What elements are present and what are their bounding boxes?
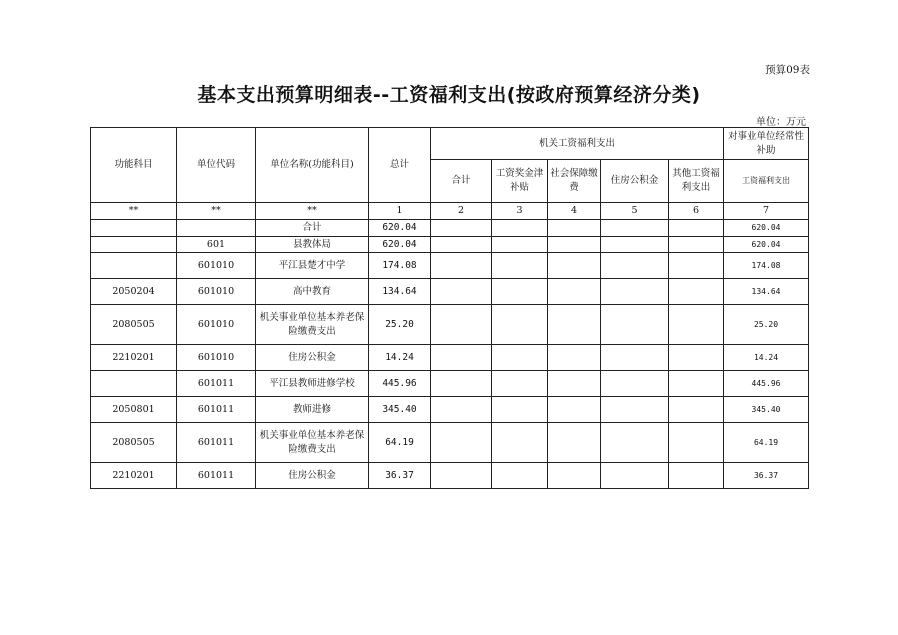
cell-unit-code bbox=[177, 219, 256, 236]
header-housing-fund: 住房公积金 bbox=[601, 160, 669, 203]
cell-org-subtotal bbox=[431, 305, 492, 345]
header-row bbox=[91, 128, 809, 160]
cell-salary-bonus bbox=[492, 219, 548, 236]
budget-table bbox=[90, 127, 809, 489]
cell-salary-bonus bbox=[492, 423, 548, 463]
cell-salary-bonus bbox=[492, 463, 548, 489]
cell-social-security bbox=[548, 236, 601, 253]
table-row bbox=[91, 463, 809, 489]
cell-other-salary bbox=[669, 463, 724, 489]
page-title: 基本支出预算明细表--工资福利支出(按政府预算经济分类) bbox=[197, 84, 701, 106]
cell-other-salary bbox=[669, 253, 724, 279]
cell-housing-fund bbox=[601, 423, 669, 463]
cell-func-subject bbox=[91, 236, 177, 253]
cell-salary-bonus bbox=[492, 236, 548, 253]
cell-housing-fund bbox=[601, 463, 669, 489]
cell-salary-welfare: 174.08 bbox=[724, 253, 809, 279]
index-cell: 7 bbox=[724, 203, 809, 220]
cell-social-security bbox=[548, 371, 601, 397]
index-cell: 1 bbox=[369, 203, 431, 220]
cell-housing-fund bbox=[601, 345, 669, 371]
cell-total: 134.64 bbox=[369, 279, 431, 305]
cell-social-security bbox=[548, 463, 601, 489]
cell-salary-bonus bbox=[492, 345, 548, 371]
cell-salary-welfare: 345.40 bbox=[724, 397, 809, 423]
cell-total: 445.96 bbox=[369, 371, 431, 397]
cell-func-subject bbox=[91, 253, 177, 279]
cell-salary-bonus bbox=[492, 253, 548, 279]
cell-unit-code: 601010 bbox=[177, 345, 256, 371]
table-row bbox=[91, 279, 809, 305]
header-sub-total: 合计 bbox=[431, 160, 492, 203]
cell-unit-name: 平江县楚才中学 bbox=[256, 253, 369, 279]
cell-salary-welfare: 64.19 bbox=[724, 423, 809, 463]
cell-other-salary bbox=[669, 345, 724, 371]
cell-unit-code: 601010 bbox=[177, 305, 256, 345]
cell-social-security bbox=[548, 397, 601, 423]
header-org-salary-group: 机关工资福利支出 bbox=[431, 128, 724, 160]
unit-label: 单位：万元 bbox=[756, 117, 806, 128]
cell-social-security bbox=[548, 345, 601, 371]
cell-salary-welfare: 134.64 bbox=[724, 279, 809, 305]
cell-housing-fund bbox=[601, 305, 669, 345]
cell-unit-code: 601011 bbox=[177, 371, 256, 397]
cell-social-security bbox=[548, 219, 601, 236]
cell-org-subtotal bbox=[431, 371, 492, 397]
table-row bbox=[91, 219, 809, 236]
cell-salary-welfare: 36.37 bbox=[724, 463, 809, 489]
cell-total: 14.24 bbox=[369, 345, 431, 371]
index-cell: 3 bbox=[492, 203, 548, 220]
header-salary-welfare: 工资福利支出 bbox=[724, 160, 809, 203]
cell-housing-fund bbox=[601, 397, 669, 423]
index-cell: 5 bbox=[601, 203, 669, 220]
cell-salary-welfare: 445.96 bbox=[724, 371, 809, 397]
cell-func-subject bbox=[91, 371, 177, 397]
cell-unit-code: 601010 bbox=[177, 253, 256, 279]
cell-func-subject: 2050204 bbox=[91, 279, 177, 305]
header-subsidy-group: 对事业单位经常性补助 bbox=[724, 128, 809, 160]
cell-unit-name: 机关事业单位基本养老保险缴费支出 bbox=[256, 423, 369, 463]
cell-other-salary bbox=[669, 371, 724, 397]
cell-func-subject: 2080505 bbox=[91, 423, 177, 463]
cell-other-salary bbox=[669, 305, 724, 345]
table-row bbox=[91, 236, 809, 253]
cell-housing-fund bbox=[601, 253, 669, 279]
cell-org-subtotal bbox=[431, 397, 492, 423]
cell-salary-bonus bbox=[492, 279, 548, 305]
cell-salary-welfare: 14.24 bbox=[724, 345, 809, 371]
cell-org-subtotal bbox=[431, 219, 492, 236]
cell-total: 345.40 bbox=[369, 397, 431, 423]
cell-total: 174.08 bbox=[369, 253, 431, 279]
cell-org-subtotal bbox=[431, 253, 492, 279]
cell-housing-fund bbox=[601, 279, 669, 305]
cell-other-salary bbox=[669, 279, 724, 305]
table-row bbox=[91, 305, 809, 345]
cell-unit-name: 县教体局 bbox=[256, 236, 369, 253]
cell-unit-code: 601011 bbox=[177, 397, 256, 423]
cell-org-subtotal bbox=[431, 345, 492, 371]
cell-social-security bbox=[548, 253, 601, 279]
cell-salary-welfare: 620.04 bbox=[724, 219, 809, 236]
index-cell: ** bbox=[256, 203, 369, 220]
cell-other-salary bbox=[669, 219, 724, 236]
cell-func-subject: 2210201 bbox=[91, 463, 177, 489]
cell-unit-code: 601011 bbox=[177, 463, 256, 489]
cell-other-salary bbox=[669, 236, 724, 253]
cell-total: 36.37 bbox=[369, 463, 431, 489]
cell-salary-bonus bbox=[492, 305, 548, 345]
cell-unit-name: 平江县教师进修学校 bbox=[256, 371, 369, 397]
cell-unit-name: 住房公积金 bbox=[256, 345, 369, 371]
cell-unit-code: 601 bbox=[177, 236, 256, 253]
index-cell: ** bbox=[177, 203, 256, 220]
cell-unit-name: 高中教育 bbox=[256, 279, 369, 305]
cell-total: 620.04 bbox=[369, 219, 431, 236]
header-other-salary: 其他工资福利支出 bbox=[669, 160, 724, 203]
cell-unit-name: 教师进修 bbox=[256, 397, 369, 423]
cell-salary-bonus bbox=[492, 371, 548, 397]
index-cell: 4 bbox=[548, 203, 601, 220]
header-social-security: 社会保障缴费 bbox=[548, 160, 601, 203]
header-unit-name: 单位名称(功能科目) bbox=[256, 128, 369, 203]
table-row bbox=[91, 371, 809, 397]
table-row bbox=[91, 253, 809, 279]
cell-func-subject: 2210201 bbox=[91, 345, 177, 371]
index-cell: 2 bbox=[431, 203, 492, 220]
cell-org-subtotal bbox=[431, 279, 492, 305]
cell-housing-fund bbox=[601, 371, 669, 397]
cell-unit-name: 机关事业单位基本养老保险缴费支出 bbox=[256, 305, 369, 345]
cell-func-subject: 2050801 bbox=[91, 397, 177, 423]
index-row bbox=[91, 203, 809, 220]
cell-salary-bonus bbox=[492, 397, 548, 423]
index-cell: ** bbox=[91, 203, 177, 220]
cell-total: 620.04 bbox=[369, 236, 431, 253]
cell-org-subtotal bbox=[431, 423, 492, 463]
cell-social-security bbox=[548, 423, 601, 463]
index-cell: 6 bbox=[669, 203, 724, 220]
cell-other-salary bbox=[669, 397, 724, 423]
cell-func-subject: 2080505 bbox=[91, 305, 177, 345]
cell-salary-welfare: 620.04 bbox=[724, 236, 809, 253]
cell-org-subtotal bbox=[431, 463, 492, 489]
cell-unit-code: 601011 bbox=[177, 423, 256, 463]
cell-unit-name: 住房公积金 bbox=[256, 463, 369, 489]
cell-unit-name: 合计 bbox=[256, 219, 369, 236]
cell-housing-fund bbox=[601, 236, 669, 253]
table-row bbox=[91, 345, 809, 371]
header-total: 总计 bbox=[369, 128, 431, 203]
cell-unit-code: 601010 bbox=[177, 279, 256, 305]
header-salary-bonus: 工资奖金津补贴 bbox=[492, 160, 548, 203]
cell-org-subtotal bbox=[431, 236, 492, 253]
cell-salary-welfare: 25.20 bbox=[724, 305, 809, 345]
cell-total: 64.19 bbox=[369, 423, 431, 463]
cell-social-security bbox=[548, 279, 601, 305]
cell-func-subject bbox=[91, 219, 177, 236]
cell-other-salary bbox=[669, 423, 724, 463]
header-func-subject: 功能科目 bbox=[91, 128, 177, 203]
cell-social-security bbox=[548, 305, 601, 345]
cell-housing-fund bbox=[601, 219, 669, 236]
table-number-label: 预算09表 bbox=[765, 64, 810, 76]
table-row bbox=[91, 423, 809, 463]
header-unit-code: 单位代码 bbox=[177, 128, 256, 203]
cell-total: 25.20 bbox=[369, 305, 431, 345]
table-row bbox=[91, 397, 809, 423]
